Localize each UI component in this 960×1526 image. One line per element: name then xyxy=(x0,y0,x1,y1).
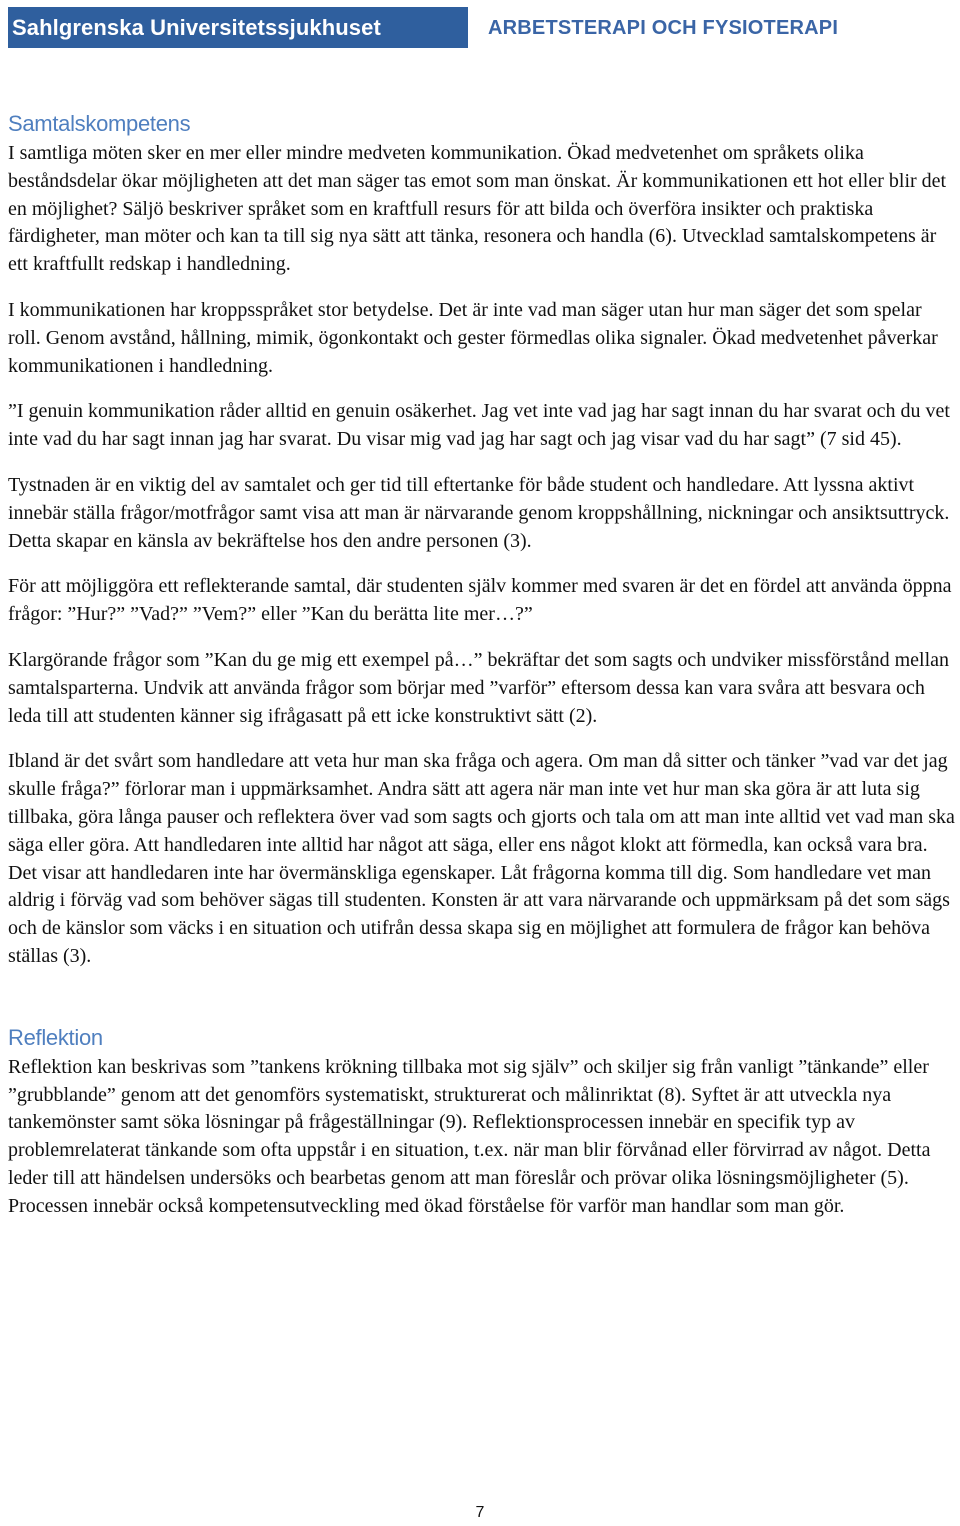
paragraph: I samtliga möten sker en mer eller mindre medveten kommunikation. Ökad medvetenhet om språkets olika beståndsdelar ökar möjligheten att det man säger tas emot som man önskat. Är kommunikationen ett hot eller blir det en möjlighet? Säljö beskriver språket som en kraftfull resurs för att bilda och överföra insikter och praktiska färdigheter, man möter och kan ta till sig nya sätt att tänka, resonera och handla (6). Utvecklad samtalskompetens är ett kraftfullt redskap i handledning. xyxy=(8,142,947,276)
section-reflektion xyxy=(8,1022,958,1221)
section-heading: Reflektion xyxy=(8,1024,103,1050)
paragraph: Tystnaden är en viktig del av samtalet och ger tid till eftertanke för både student och handledare. Att lyssna aktivt innebär ställa frågor/motfrågor samt visa att man är närvarande genom kroppshållning, nickningar och ansiktsuttryck. Detta skapar en känsla av bekräftelse hos den andre personen (3). xyxy=(8,473,950,552)
section-heading: Samtalskompetens xyxy=(8,111,191,136)
page-header xyxy=(8,7,952,48)
paragraph: Klargörande frågor som ”Kan du ge mig ett exempel på…” bekräftar det som sagts och undviker missförstånd mellan samtalsparterna. Undvik att använda frågor som börjar med ”varför” eftersom dessa kan vara svåra att besvara och leda till att studenten känner sig ifrågasatt på ett icke konstruktivt sätt (2). xyxy=(8,648,950,727)
document-body xyxy=(8,108,958,1221)
section-samtalskompetens xyxy=(8,108,958,971)
department-title: ARBETSTERAPI OCH FYSIOTERAPI xyxy=(488,17,839,39)
paragraph: I kommunikationen har kroppsspråket stor betydelse. Det är inte vad man säger utan hur man säger det som spelar roll. Genom avstånd, hållning, mimik, ögonkontakt och gester förmedlas olika signaler. Ökad medvetenhet påverkar kommunikationen i handledning. xyxy=(8,298,938,377)
hospital-logo: Sahlgrenska Universitetssjukhuset xyxy=(8,7,468,48)
paragraph: För att möjliggöra ett reflekterande samtal, där studenten själv kommer med svaren är det en fördel att använda öppna frågor: ”Hur?” ”Vad?” ”Vem?” eller ”Kan du berätta lite mer…?” xyxy=(8,575,952,626)
page-number: 7 xyxy=(475,1504,485,1521)
paragraph: Reflektion kan beskrivas som ”tankens krökning tillbaka mot sig själv” och skiljer sig från vanligt ”tänkande” eller ”grubblande” genom att det genomförs systematiskt, strukturerat och målinriktat (8). Syftet är att utveckla nya tankemönster samt söka lösningar på frågeställningar (9). Reflektionsprocessen innebär en specifik typ av problemrelaterat tänkande som ofta uppstår i en situation, t.ex. när man blir förvånad eller förvirrad av något. Detta leder till att händelsen undersöks och bearbetas genom att man föreslår och prövar olika lösningsmöjligheter (5). Processen innebär också kompetensutveckling med ökad förståelse för varför man handlar som man gör. xyxy=(8,1055,931,1217)
paragraph: Ibland är det svårt som handledare att veta hur man ska fråga och agera. Om man då sitter och tänker ”vad var det jag skulle fråga?” förlorar man i uppmärksamhet. Andra sätt att agera när man inte vet hur man ska göra är att luta sig tillbaka, göra långa pauser och reflektera över vad som sagts och gjorts och tala om att man inte alltid vet vad man ska säga eller göra. Att handledaren inte alltid har något att säga, eller ens något klokt att förmedla, kan också vara bra. Det visar att handledaren inte har övermänskliga egenskaper. Låt frågorna komma till dig. Som handledare vet man aldrig i förväg vad som behöver sägas till studenten. Konsten är att vara närvarande och uppmärksam på det som sägs och de känslor som väcks i en situation och utifrån dessa skapa sig en möjlighet att formulera de frågor kan behöva ställas (3). xyxy=(8,750,955,967)
quote-paragraph: ”I genuin kommunikation råder alltid en genuin osäkerhet. Jag vet inte vad jag har sagt innan du har svarat och du vet inte vad du har sagt innan jag har svarat. Du visar mig vad jag har sagt och jag visar vad du har sagt” (7 sid 45). xyxy=(8,400,950,451)
